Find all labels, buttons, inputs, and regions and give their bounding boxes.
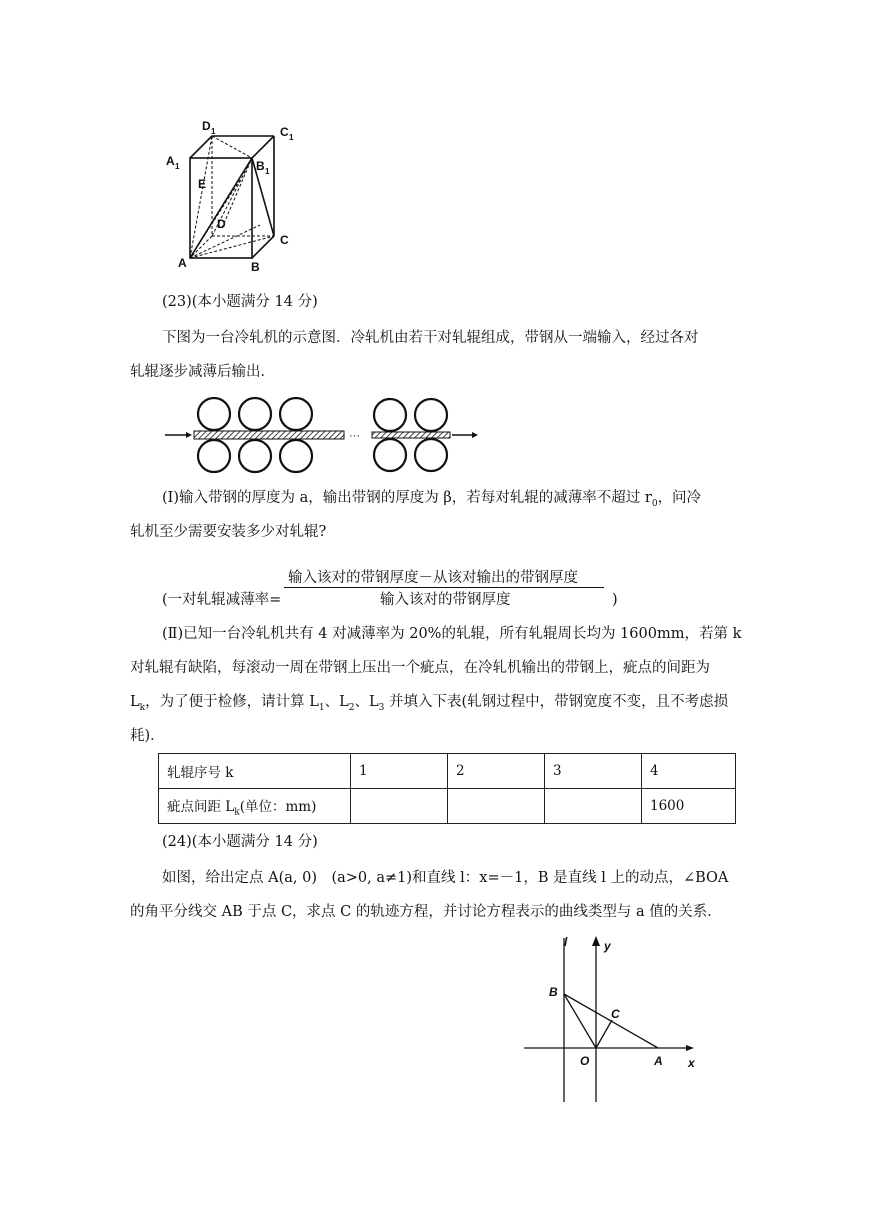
table-cell: 4 bbox=[642, 754, 736, 789]
cube-label-e: E bbox=[198, 177, 207, 191]
cube-label-d: D bbox=[217, 217, 226, 231]
cube-label-a1: A bbox=[166, 154, 175, 168]
q23-part2-line3: $L_k$，为了便于检修，请计算 $L_1$、$L_2$、$L_3$ 并填入下表(轧钢过程中，带钢宽度不变，且不考虑损 bbox=[130, 694, 729, 713]
cube-label-d1: D bbox=[202, 119, 211, 133]
table-cell: 疵点间距 $L_k$(单位：mm) bbox=[159, 789, 351, 824]
coordinate-figure bbox=[520, 930, 710, 1105]
label-b: B bbox=[549, 985, 558, 999]
label-y: y bbox=[604, 939, 611, 953]
svg-text:1: 1 bbox=[265, 167, 270, 176]
cube-label-b1: B bbox=[256, 159, 265, 173]
table-cell: 1 bbox=[351, 754, 448, 789]
svg-text:1: 1 bbox=[289, 133, 294, 142]
label-o: O bbox=[580, 1054, 590, 1068]
q23-part1-line2: 轧机至少需要安装多少对轧辊? bbox=[130, 524, 327, 540]
ellipsis: ··· bbox=[349, 430, 360, 442]
fraction-denominator: 输入该对的带钢厚度 bbox=[380, 592, 511, 608]
table-cell: 轧辊序号 k bbox=[159, 754, 351, 789]
cube-label-c: C bbox=[280, 233, 289, 247]
q24-line2: 的角平分线交 AB 于点 C，求点 C 的轨迹方程，并讨论方程表示的曲线类型与 a 值的关系． bbox=[130, 904, 722, 920]
table-cell: 1600 bbox=[642, 789, 736, 824]
cube-label-c1: C bbox=[280, 125, 289, 139]
label-a: A bbox=[654, 1054, 663, 1068]
svg-text:1: 1 bbox=[211, 127, 216, 136]
table-cell bbox=[448, 789, 545, 824]
table-cell: 3 bbox=[545, 754, 642, 789]
q23-intro-line2: 轧辊逐步减薄后输出． bbox=[130, 364, 275, 380]
defect-spacing-table bbox=[158, 753, 736, 824]
fraction-prefix: (一对轧辊减薄率= bbox=[162, 592, 282, 608]
rolling-mill-figure bbox=[160, 392, 485, 478]
label-l: l bbox=[564, 935, 568, 949]
table-row bbox=[159, 754, 736, 789]
q23-part2-line1: (Ⅱ)已知一台冷轧机共有 4 对减薄率为 20%的轧辊，所有轧辊周长均为 1600mm，若第 k bbox=[162, 626, 742, 642]
label-x: x bbox=[688, 1056, 695, 1070]
svg-text:1: 1 bbox=[175, 162, 180, 171]
table-cell: 2 bbox=[448, 754, 545, 789]
cuboid-figure bbox=[160, 110, 310, 280]
table-cell bbox=[545, 789, 642, 824]
cube-label-a: A bbox=[178, 256, 187, 270]
q23-header: (23)(本小题满分 14 分) bbox=[162, 294, 318, 310]
q23-part2-line4: 耗)． bbox=[130, 728, 165, 744]
q24-header: (24)(本小题满分 14 分) bbox=[162, 834, 318, 850]
q23-part1-line1: (Ⅰ)输入带钢的厚度为 a，输出带钢的厚度为 β，若每对轧辊的减薄率不超过 $r_0$，问冷 bbox=[162, 490, 702, 509]
q23-intro-line1: 下图为一台冷轧机的示意图．冷轧机由若干对轧辊组成，带钢从一端输入，经过各对 bbox=[162, 330, 699, 346]
fraction-bar bbox=[284, 587, 604, 588]
table-row bbox=[159, 789, 736, 824]
fraction-suffix: ) bbox=[612, 592, 618, 608]
q23-part2-line2: 对轧辊有缺陷，每滚动一周在带钢上压出一个疵点，在冷轧机输出的带钢上，疵点的间距为 bbox=[130, 660, 710, 676]
q24-line1: 如图，给出定点 A(a, 0) (a>0, a≠1)和直线 l：x=－1，B 是直线 l 上的动点，∠BOA bbox=[162, 870, 729, 886]
label-c: C bbox=[611, 1007, 620, 1021]
cube-label-b: B bbox=[251, 260, 260, 274]
table-cell bbox=[351, 789, 448, 824]
fraction-numerator: 输入该对的带钢厚度－从该对输出的带钢厚度 bbox=[288, 570, 578, 586]
